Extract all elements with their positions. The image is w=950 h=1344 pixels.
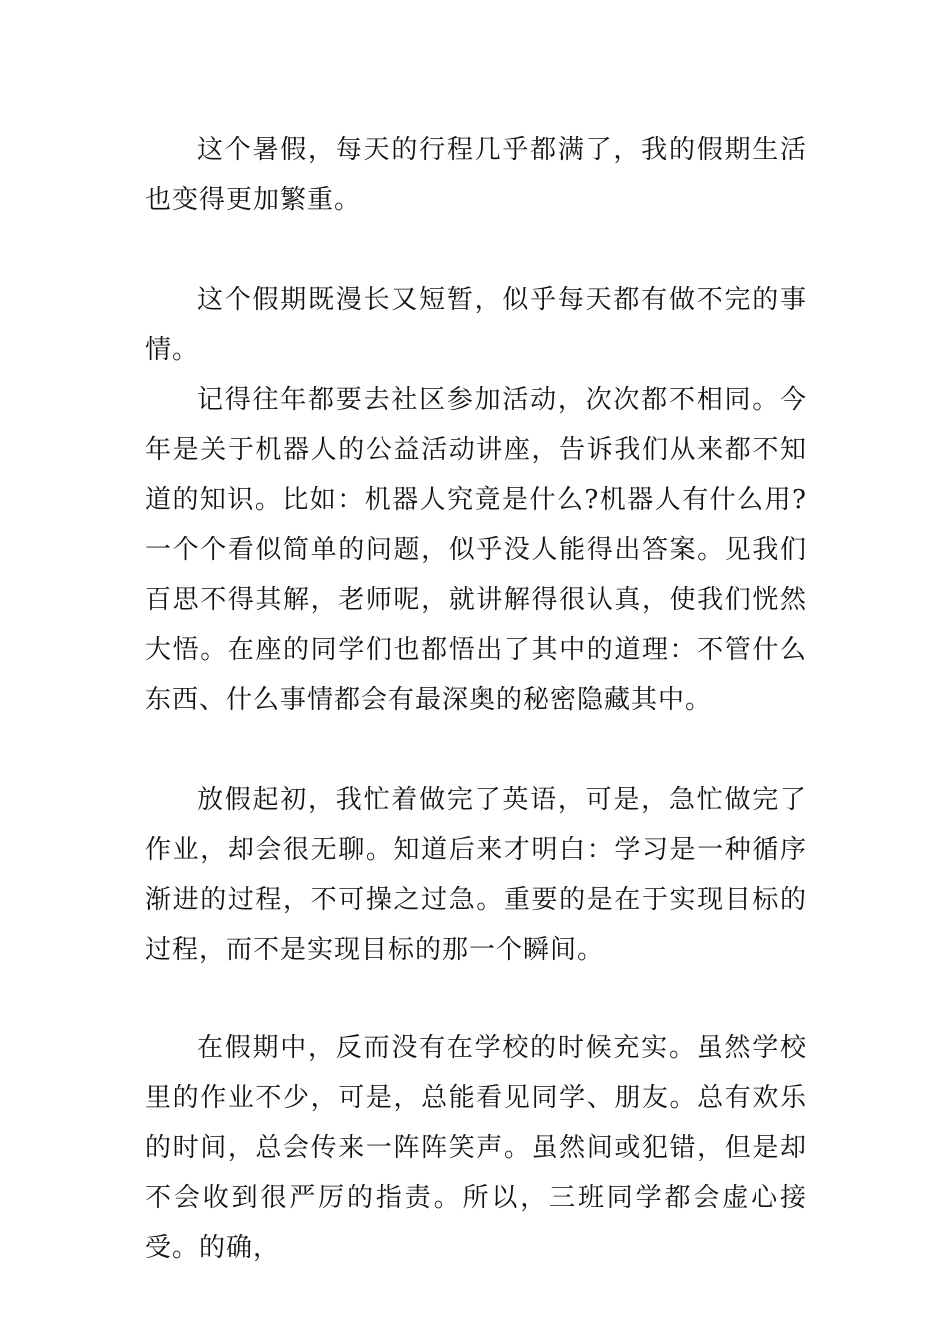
paragraph-3: 记得往年都要去社区参加活动，次次都不相同。今年是关于机器人的公益活动讲座，告诉我们从来都不知道的知识。比如：机器人究竟是什么?机器人有什么用?一个个看似简单的问题，似乎没人能得出答案。见我们百思不得其解，老师呢，就讲解得很认真，使我们恍然大悟。在座的同学们也都悟出了其中的道理：不管什么东西、什么事情都会有最深奥的秘密隐藏其中。 — [145, 385, 807, 715]
paragraph-5: 在假期中，反而没有在学校的时候充实。虽然学校里的作业不少，可是，总能看见同学、朋友。总有欢乐的时间，总会传来一阵阵笑声。虽然间或犯错，但是却不会收到很严厉的指责。所以，三班同学都会虚心接受。的确， — [145, 1033, 807, 1263]
paragraph-1: 这个暑假，每天的行程几乎都满了，我的假期生活也变得更加繁重。 — [145, 135, 807, 215]
paragraph-2: 这个假期既漫长又短暂，似乎每天都有做不完的事情。 — [145, 285, 807, 365]
paragraph-4: 放假起初，我忙着做完了英语，可是，急忙做完了作业，却会很无聊。知道后来才明白：学习是一种循序渐进的过程，不可操之过急。重要的是在于实现目标的过程，而不是实现目标的那一个瞬间。 — [145, 785, 807, 965]
